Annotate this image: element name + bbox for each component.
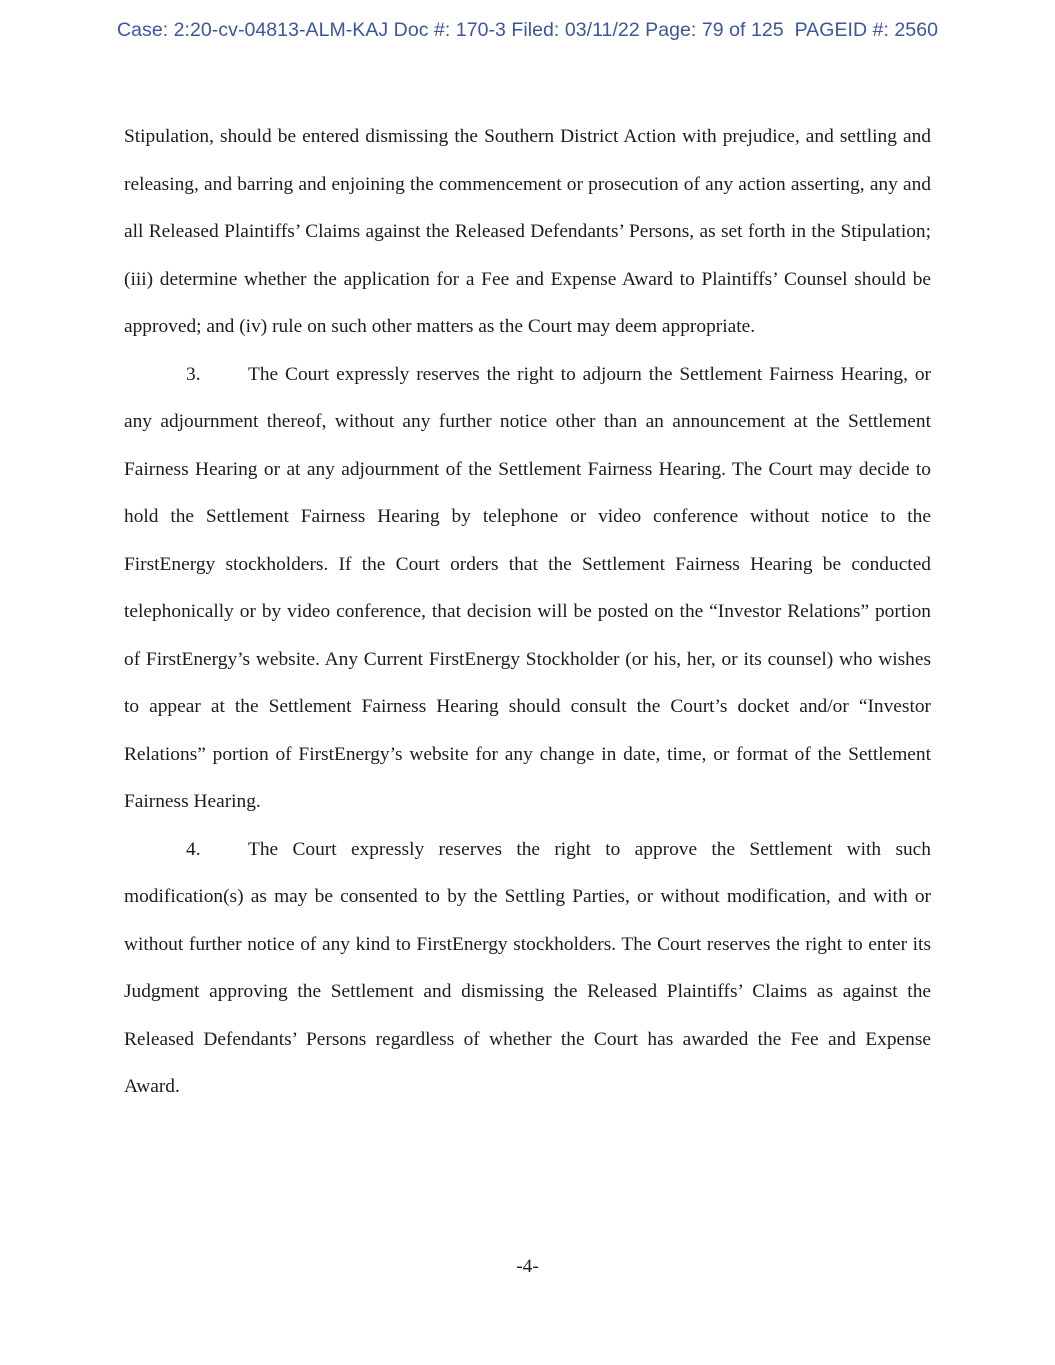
paragraph-4	[124, 826, 931, 1111]
document-body	[124, 113, 931, 1111]
paragraph-3	[124, 351, 931, 826]
paragraph-text: The Court expressly reserves the right to adjourn the Settlement Fairness Hearing, or any adjournment thereof, without any further notice other than an announcement at the Settlement Fairness Hearing or at any adjournment of the Settlement Fairness Hearing. The Court may decide to hold the Settlement Fairness Hearing by telephone or video conference without notice to the FirstEnergy stockholders. If the Court orders that the Settlement Fairness Hearing be conducted telephonically or by video conference, that decision will be posted on the “Investor Relations” portion of FirstEnergy’s website. Any Current FirstEnergy Stockholder (or his, her, or its counsel) who wishes to appear at the Settlement Fairness Hearing should consult the Court’s docket and/or “Investor Relations” portion of FirstEnergy’s website for any change in date, time, or format of the Settlement Fairness Hearing.	[124, 363, 931, 812]
paragraph-continuation: Stipulation, should be entered dismissing the Southern District Action with prejudice, and settling and releasing, and barring and enjoining the commencement or prosecution of any action asserting, any and all Released Plaintiffs’ Claims against the Released Defendants’ Persons, as set forth in the Stipulation; (iii) determine whether the application for a Fee and Expense Award to Plaintiffs’ Counsel should be approved; and (iv) rule on such other matters as the Court may deem appropriate.	[124, 126, 931, 337]
paragraph-number: 4.	[186, 838, 201, 860]
paragraph-text: The Court expressly reserves the right to approve the Settlement with such modification(s) as may be consented to by the Settling Parties, or without modification, and with or without further notice of any kind to FirstEnergy stockholders. The Court reserves the right to enter its Judgment approving the Settlement and dismissing the Released Plaintiffs’ Claims as against the Released Defendants’ Persons regardless of whether the Court has awarded the Fee and Expense Award.	[124, 838, 931, 1097]
page-number: -4-	[516, 1256, 539, 1277]
paragraph-number: 3.	[186, 363, 201, 385]
case-header: Case: 2:20-cv-04813-ALM-KAJ Doc #: 170-3 Filed: 03/11/22 Page: 79 of 125 PAGEID #: 2560	[117, 19, 938, 41]
